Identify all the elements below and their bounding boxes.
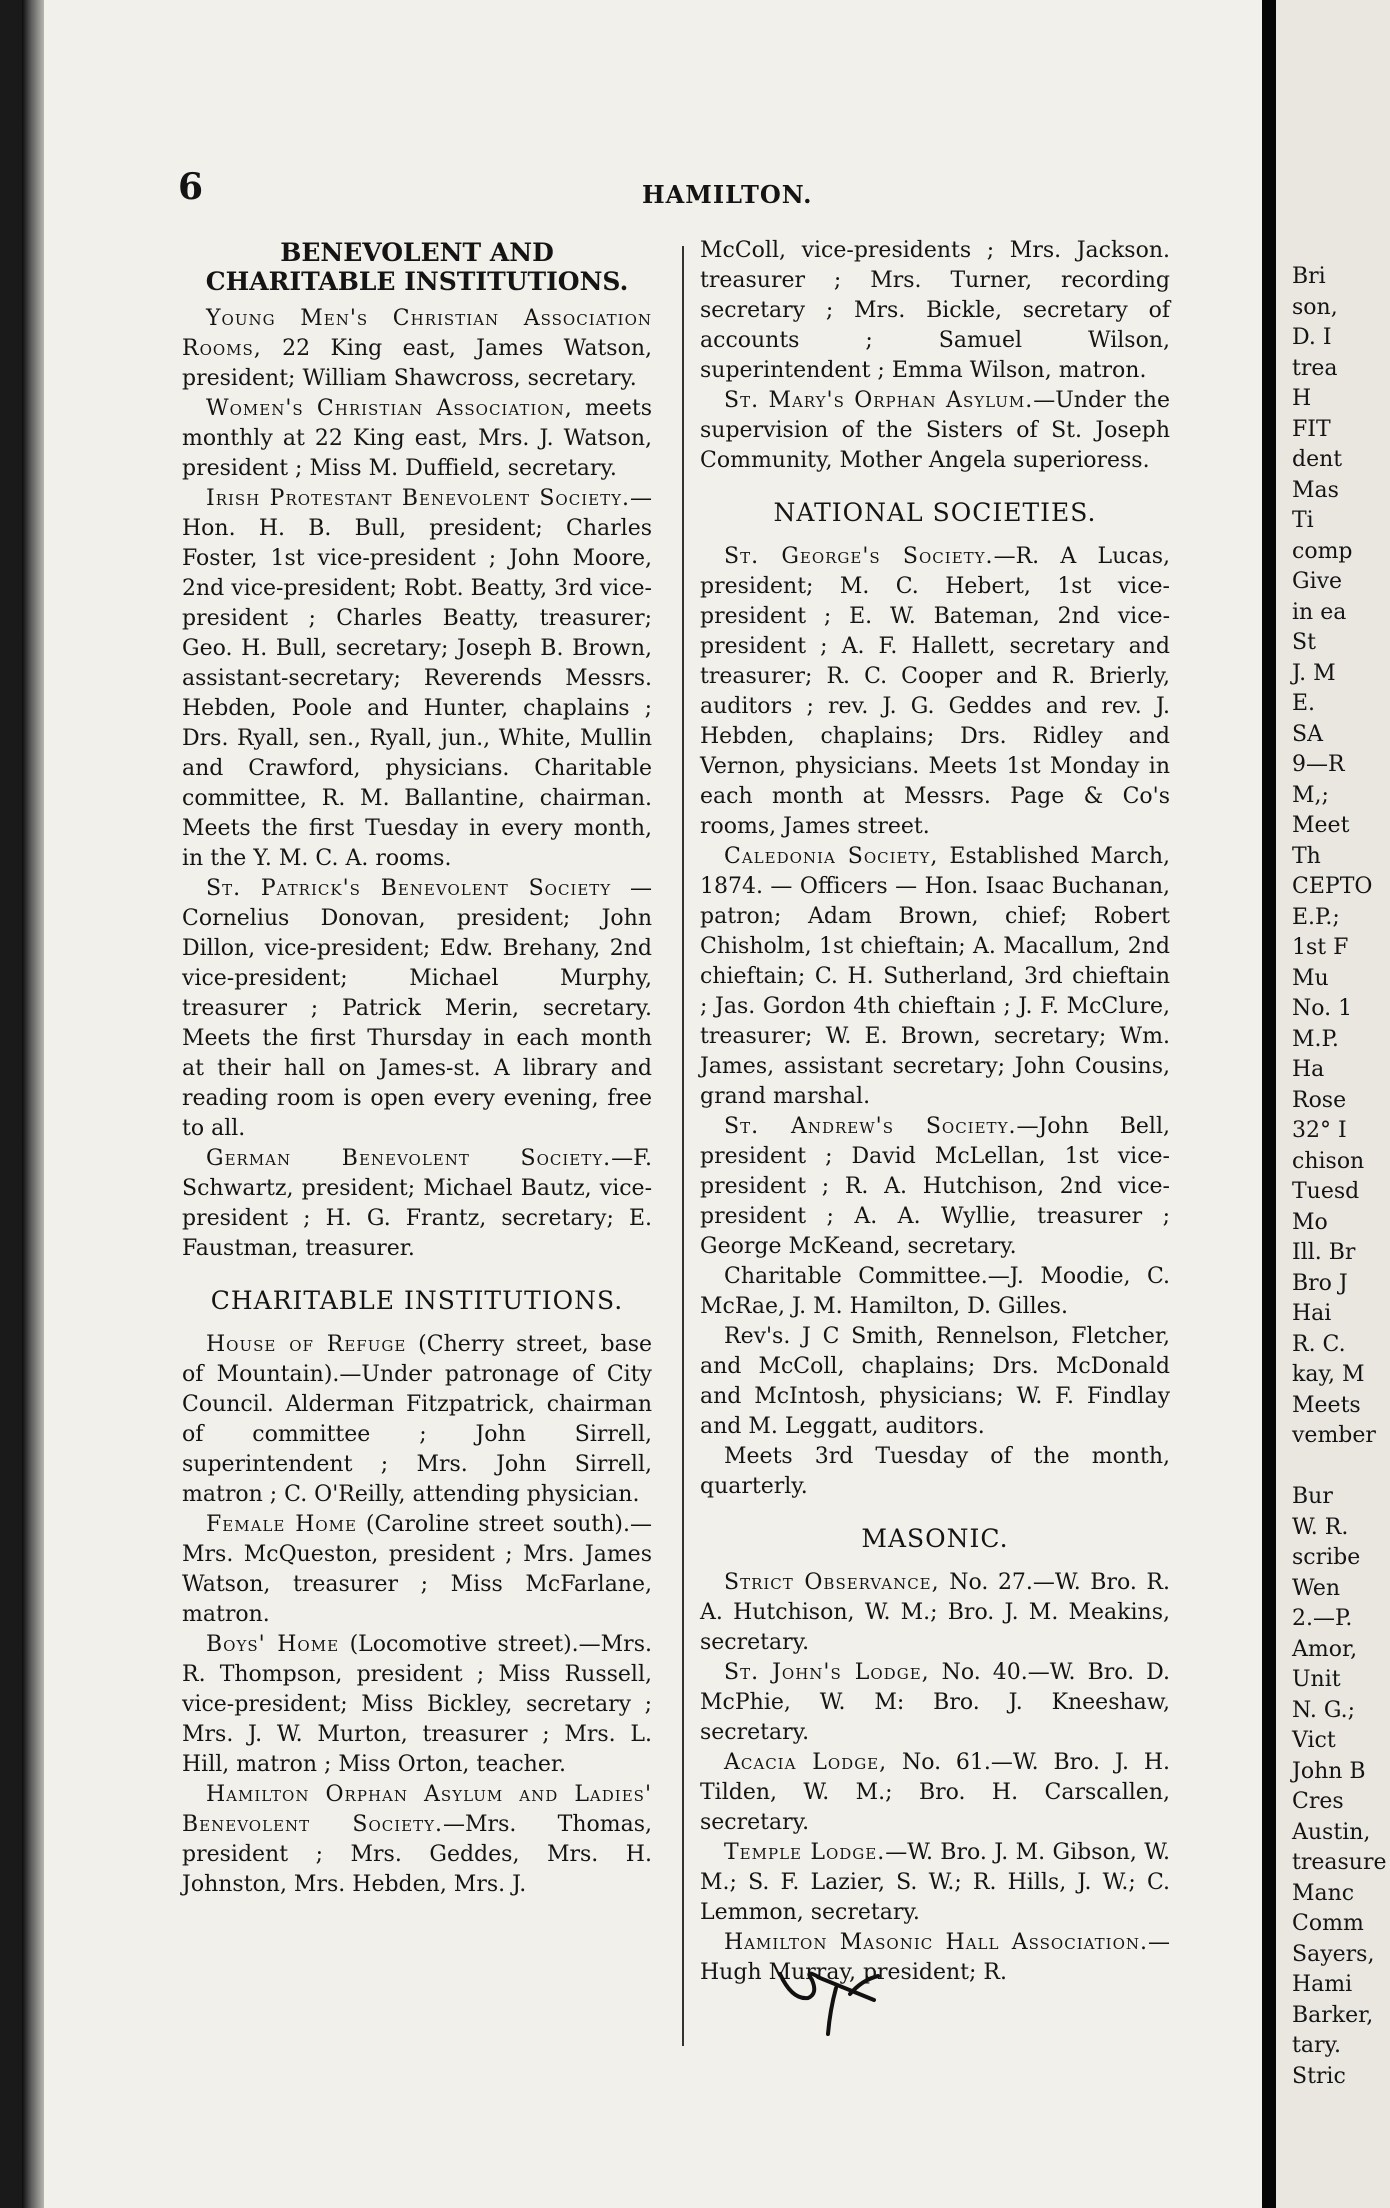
directory-entry	[182, 394, 652, 484]
adjacent-page-fragment: FIT	[1292, 416, 1331, 442]
section-subheading: MASONIC.	[861, 1524, 1009, 1553]
entry-body: —John Bell, president ; David McLellan, 1st vice-president ; R. A. Hutchison, 2nd vice-president ; A. A. Wyllie, treasurer ; George McKeand, secretary.	[700, 1114, 1170, 1259]
adjacent-page-fragment: R. C.	[1292, 1331, 1346, 1357]
directory-entry	[700, 1748, 1170, 1838]
entry-body: Meets 3rd Tuesday of the month, quarterly.	[700, 1444, 1170, 1499]
directory-entry	[700, 236, 1170, 386]
directory-entry	[700, 1322, 1170, 1442]
adjacent-page-fragment: Mo	[1292, 1209, 1328, 1235]
adjacent-page-fragment: Meet	[1292, 813, 1350, 838]
adjacent-page-fragment: chison	[1292, 1148, 1365, 1174]
entry-title: House of Refuge	[206, 1332, 407, 1357]
running-head: HAMILTON.	[642, 180, 813, 209]
entry-title: St. Andrew's Society.	[724, 1114, 1017, 1139]
directory-entry	[182, 874, 652, 1144]
adjacent-page-fragment: Stric	[1292, 2063, 1346, 2089]
adjacent-page-fragment: Bro J	[1292, 1270, 1348, 1296]
entry-body: 22 King east, James Watson, president; William Shawcross, secretary.	[182, 336, 652, 391]
handwritten-signature-mark	[774, 1950, 884, 2042]
directory-entry	[700, 842, 1170, 1112]
section-subheading: CHARITABLE INSTITUTIONS.	[210, 1286, 624, 1315]
directory-entry	[700, 1262, 1170, 1322]
adjacent-page-fragment: 1st F	[1292, 935, 1349, 960]
entry-body: (Cherry street, base of Mountain).—Under patronage of City Council. Alderman Fitzpatrick, chairman of committee ; John Sirrell, superintendent ; Mrs. John Sirrell, matron ; C. O'Reilly, attending physician.	[182, 1332, 652, 1507]
entry-body: —W. Bro. J. M. Gibson, W. M.; S. F. Lazier, S. W.; R. Hills, J. W.; C. Lemmon, secretary.	[700, 1840, 1170, 1925]
column-divider	[682, 246, 684, 2046]
entry-title: Caledonia Society,	[724, 844, 939, 869]
adjacent-page-fragment: son,	[1292, 294, 1338, 320]
adjacent-page-fragment: trea	[1292, 355, 1338, 381]
directory-entry	[182, 1144, 652, 1264]
section-heading: BENEVOLENT AND CHARITABLE INSTITUTIONS.	[205, 238, 629, 296]
adjacent-page-fragment: Barker,	[1292, 2002, 1374, 2028]
adjacent-page-fragment: 2.—P.	[1292, 1606, 1353, 1631]
adjacent-page-fragment: Vict	[1292, 1728, 1336, 1753]
entry-body: Established March, 1874. — Officers — Hon. Isaac Buchanan, patron; Adam Brown, chief; Robert Chisholm, 1st chieftain; A. Macallum, 2nd chieftain; C. H. Sutherland, 3rd chieftain ; Jas. Gordon 4th chieftain ; J. F. McClure, treasurer; W. E. Brown, secretary; Wm. James, assistant secretary; John Cousins, grand marshal.	[700, 844, 1171, 1109]
adjacent-page-fragment: treasure	[1292, 1850, 1387, 1875]
entry-body: —Under the supervision of the Sisters of St. Joseph Community, Mother Angela superioress.	[700, 388, 1170, 473]
directory-entry	[182, 304, 652, 394]
adjacent-page-fragment: M.P.	[1292, 1026, 1339, 1052]
entry-title: St. George's Society.	[724, 544, 994, 569]
adjacent-page-fragment: N. G.;	[1292, 1697, 1356, 1723]
entry-body: Charitable Committee.—J. Moodie, C. McRae, J. M. Hamilton, D. Gilles.	[700, 1264, 1170, 1319]
entry-title: St. Mary's Orphan Asylum.	[724, 388, 1034, 413]
adjacent-page-fragment: St	[1292, 630, 1316, 655]
adjacent-page-fragment: Ti	[1292, 508, 1314, 533]
entry-body: No. 61.—W. Bro. J. H. Tilden, W. M.; Bro. H. Carscallen, secretary.	[700, 1750, 1170, 1835]
entry-title: Women's Christian Association,	[206, 396, 573, 421]
entry-body: Rev's. J C Smith, Rennelson, Fletcher, and McColl, chaplains; Drs. McDonald and McIntosh, physicians; W. F. Findlay and M. Leggatt, auditors.	[700, 1324, 1170, 1439]
adjacent-page-fragment: vember	[1292, 1423, 1376, 1448]
adjacent-page-fragment: comp	[1292, 538, 1353, 564]
page-number: 6	[178, 166, 204, 208]
directory-entry	[182, 1780, 652, 1900]
directory-entry	[700, 1658, 1170, 1748]
adjacent-page-fragment: Amor,	[1292, 1636, 1358, 1662]
adjacent-page-edge	[1262, 0, 1390, 2208]
adjacent-page-fragment: Give	[1292, 569, 1343, 594]
adjacent-page-fragment: No. 1	[1292, 996, 1353, 1021]
entry-body: No. 40.—W. Bro. D. McPhie, W. M: Bro. J. Kneeshaw, secretary.	[700, 1660, 1170, 1745]
adjacent-page-fragment: in ea	[1292, 599, 1347, 625]
entry-body: —Cornelius Donovan, president; John Dillon, vice-president; Edw. Brehany, 2nd vice-president; Michael Murphy, treasurer ; Patrick Merin, secretary. Meets the first Thursday in each month at their hall on James-st. A library and reading room is open every evening, free to all.	[182, 876, 652, 1141]
directory-entry	[700, 1442, 1170, 1502]
adjacent-page-fragment: dent	[1292, 447, 1343, 472]
entry-title: Hamilton Orphan Asylum and Ladies' Benevolent Society.	[182, 1782, 652, 1837]
right-text-column	[700, 236, 1170, 1988]
directory-entry	[700, 386, 1170, 476]
adjacent-page-fragment: Ill. Br	[1292, 1240, 1356, 1265]
adjacent-page-fragment: 9—R	[1292, 752, 1345, 777]
page-binding-edge	[22, 0, 44, 2208]
adjacent-page-fragment: Bur	[1292, 1484, 1333, 1509]
adjacent-page-fragment: Bri	[1292, 264, 1326, 289]
entry-body: meets monthly at 22 King east, Mrs. J. Watson, president ; Miss M. Duffield, secretary.	[182, 396, 653, 481]
directory-entry	[700, 1112, 1170, 1262]
adjacent-page-fragment: Mas	[1292, 477, 1339, 503]
adjacent-page-fragment: H	[1292, 386, 1312, 411]
adjacent-page-fragment: Sayers,	[1292, 1941, 1375, 1967]
directory-entry	[182, 484, 652, 874]
entry-title: St. John's Lodge,	[724, 1660, 930, 1685]
entry-body: (Caroline street south).—Mrs. McQueston, president ; Mrs. James Watson, treasurer ; Miss McFarlane, matron.	[182, 1512, 652, 1627]
adjacent-page-fragment: Unit	[1292, 1667, 1341, 1692]
adjacent-page-fragment: 32° I	[1292, 1118, 1347, 1143]
adjacent-page-fragment: Comm	[1292, 1911, 1364, 1936]
directory-entry	[182, 1330, 652, 1510]
directory-entry	[700, 1568, 1170, 1658]
directory-entry	[182, 1510, 652, 1630]
adjacent-page-fragment: Manc	[1292, 1880, 1355, 1906]
entry-body: No. 27.—W. Bro. R. A. Hutchison, W. M.; Bro. J. M. Meakins, secretary.	[700, 1570, 1170, 1655]
adjacent-page-fragment: Austin,	[1292, 1819, 1371, 1845]
entry-body: —Mrs. Thomas, president ; Mrs. Geddes, Mrs. H. Johnston, Mrs. Hebden, Mrs. J.	[182, 1812, 653, 1897]
entry-title: Young Men's Christian Association Rooms,	[182, 306, 652, 361]
directory-entry	[700, 1928, 1170, 1988]
adjacent-page-fragment: SA	[1292, 721, 1323, 747]
adjacent-page-fragment: CEPTO	[1292, 874, 1373, 899]
adjacent-page-fragment: Hami	[1292, 1972, 1353, 1997]
adjacent-page-fragment: M,;	[1292, 782, 1329, 808]
directory-entry	[700, 1838, 1170, 1928]
entry-title: Irish Protestant Benevolent Society.	[206, 486, 630, 511]
adjacent-page-fragment: W. R.	[1292, 1514, 1349, 1540]
entry-title: Female Home	[206, 1512, 357, 1537]
adjacent-page-fragment: J. M	[1292, 660, 1336, 686]
adjacent-page-fragment: E.	[1292, 691, 1316, 716]
entry-title: Acacia Lodge,	[724, 1750, 888, 1775]
adjacent-page-fragment: Th	[1292, 843, 1321, 869]
directory-entry	[182, 1630, 652, 1780]
entry-title: German Benevolent Society.	[206, 1146, 612, 1171]
adjacent-page-fragment: John B	[1292, 1758, 1366, 1784]
adjacent-page-fragment: Hai	[1292, 1301, 1332, 1326]
entry-title: Hamilton Masonic Hall Association.	[724, 1930, 1148, 1955]
adjacent-page-fragment: kay, M	[1292, 1362, 1365, 1387]
entry-body: (Locomotive street).—Mrs. R. Thompson, president ; Miss Russell, vice-president; Miss Bickley, secretary ; Mrs. J. W. Murton, treasurer ; Mrs. L. Hill, matron ; Miss Orton, teacher.	[182, 1632, 652, 1777]
entry-body: McColl, vice-presidents ; Mrs. Jackson. treasurer ; Mrs. Turner, recording secretary ; Mrs. Bickle, secretary of accounts ; Samuel Wilson, superintendent ; Emma Wilson, matron.	[700, 238, 1170, 383]
adjacent-page-fragment: Tuesd	[1292, 1179, 1360, 1204]
directory-entry	[700, 542, 1170, 842]
entry-title: Temple Lodge.	[724, 1840, 886, 1865]
scanned-page	[22, 0, 1262, 2208]
adjacent-page-fragment: E.P.;	[1292, 904, 1340, 930]
adjacent-page-fragment: Wen	[1292, 1575, 1341, 1601]
adjacent-page-fragment: Rose	[1292, 1087, 1347, 1113]
adjacent-page-fragment: Cres	[1292, 1789, 1344, 1814]
adjacent-page-fragment: Meets	[1292, 1392, 1361, 1418]
adjacent-page-fragment: Mu	[1292, 965, 1329, 991]
adjacent-page-fragment: tary.	[1292, 2033, 1341, 2058]
adjacent-page-fragment: Ha	[1292, 1057, 1325, 1082]
entry-body: —R. A Lucas, president; M. C. Hebert, 1st vice-president ; E. W. Bateman, 2nd vice-president ; A. F. Hallett, secretary and treasurer; R. C. Cooper and R. Brierly, auditors ; rev. J. G. Geddes and rev. J. Hebden, chaplains; Drs. Ridley and Vernon, physicians. Meets 1st Monday in each month at Messrs. Page & Co's rooms, James street.	[700, 544, 1170, 839]
adjacent-page-fragment: scribe	[1292, 1545, 1361, 1570]
adjacent-page-fragment: D. I	[1292, 325, 1332, 350]
section-subheading: NATIONAL SOCIETIES.	[773, 498, 1097, 527]
entry-title: St. Patrick's Benevolent Society	[206, 876, 612, 901]
entry-body: —F. Schwartz, president; Michael Bautz, vice-president ; H. G. Frantz, secretary; E. Faustman, treasurer.	[182, 1146, 652, 1261]
entry-title: Strict Observance,	[724, 1570, 940, 1595]
entry-body: —Hugh Murray, president; R.	[700, 1930, 1170, 1985]
entry-body: —Hon. H. B. Bull, president; Charles Foster, 1st vice-president ; John Moore, 2nd vice-president; Robt. Beatty, 3rd vice-president ; Charles Beatty, treasurer; Geo. H. Bull, secretary; Joseph B. Brown, assistant-secretary; Reverends Messrs. Hebden, Poole and Hunter, chaplains ; Drs. Ryall, sen., Ryall, jun., White, Mullin and Crawford, physicians. Charitable committee, R. M. Ballantine, chairman. Meets the first Tuesday in every month, in the Y. M. C. A. rooms.	[182, 486, 652, 871]
entry-title: Boys' Home	[206, 1632, 340, 1657]
left-text-column	[182, 236, 652, 1900]
